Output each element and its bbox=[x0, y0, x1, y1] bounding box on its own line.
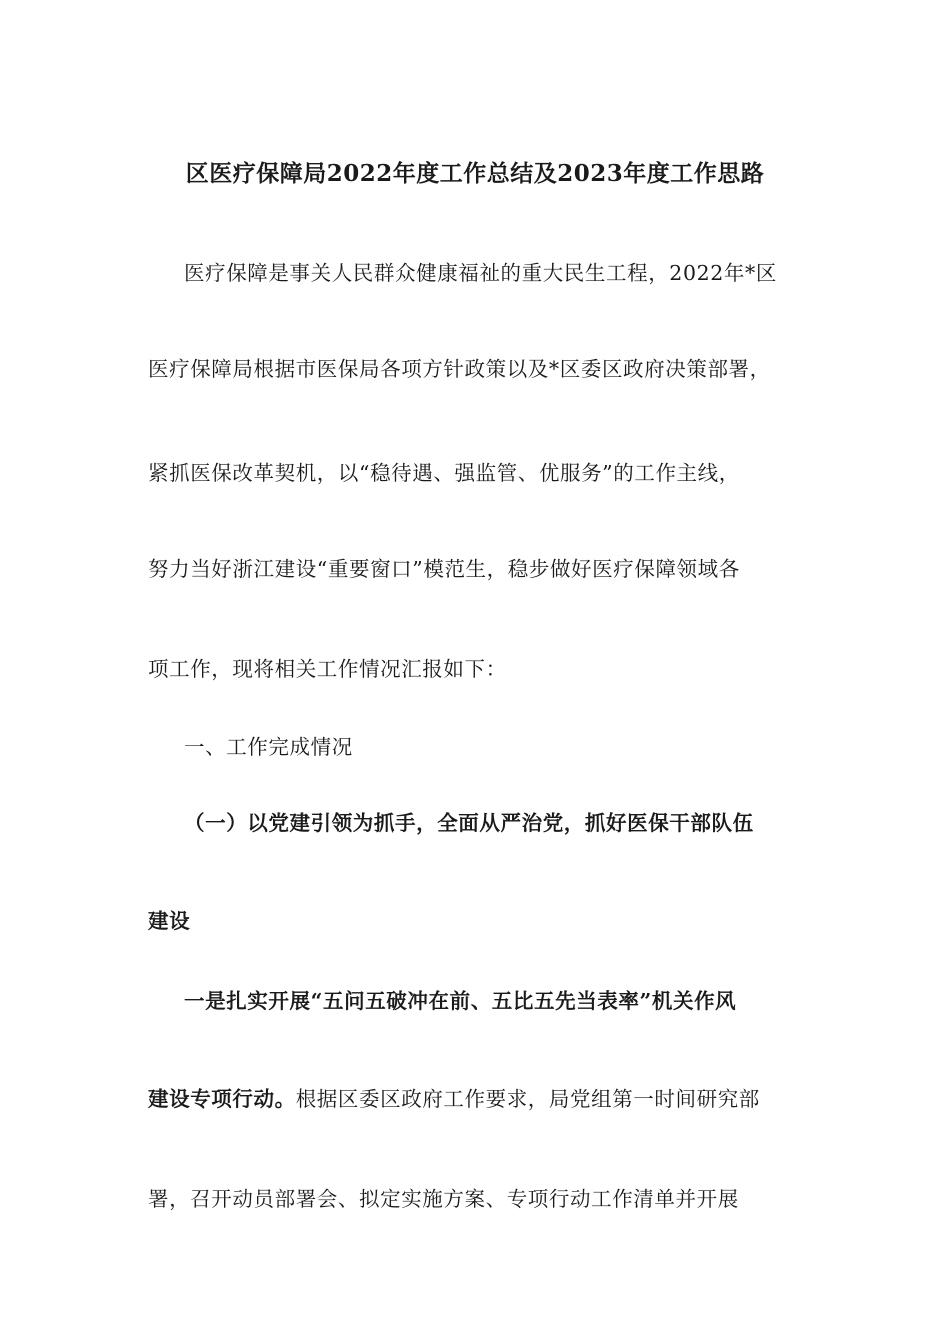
paragraph-line: 项工作，现将相关工作情况汇报如下： bbox=[148, 657, 507, 681]
paragraph-line bbox=[148, 1082, 760, 1112]
subsection-heading: （一）以党建引领为抓手，全面从严治党，抓好医保干部队伍 bbox=[184, 811, 754, 835]
point-heading: 一是扎实开展“五问五破冲在前、五比五先当表率”机关作风 bbox=[184, 989, 737, 1013]
paragraph-line: 紧抓医保改革契机，以“稳待遇、强监管、优服务”的工作主线， bbox=[148, 461, 740, 485]
subsection-heading-continued: 建设 bbox=[148, 909, 191, 933]
paragraph-text: 根据区委区政府工作要求，局党组第一时间研究部 bbox=[295, 1087, 760, 1111]
paragraph-line: 医疗保障是事关人民群众健康福祉的重大民生工程，2022年*区 bbox=[184, 261, 777, 285]
section-heading: 一、工作完成情况 bbox=[184, 735, 353, 759]
paragraph-line: 努力当好浙江建设“重要窗口”模范生，稳步做好医疗保障领域各 bbox=[148, 557, 740, 581]
paragraph-line: 署，召开动员部署会、拟定实施方案、专项行动工作清单并开展 bbox=[148, 1187, 739, 1211]
document-title: 区医疗保障局2022年度工作总结及2023年度工作思路 bbox=[185, 160, 765, 187]
point-heading-continued: 建设专项行动。 bbox=[148, 1087, 296, 1111]
paragraph-line: 医疗保障局根据市医保局各项方针政策以及*区委区政府决策部署， bbox=[148, 357, 771, 381]
